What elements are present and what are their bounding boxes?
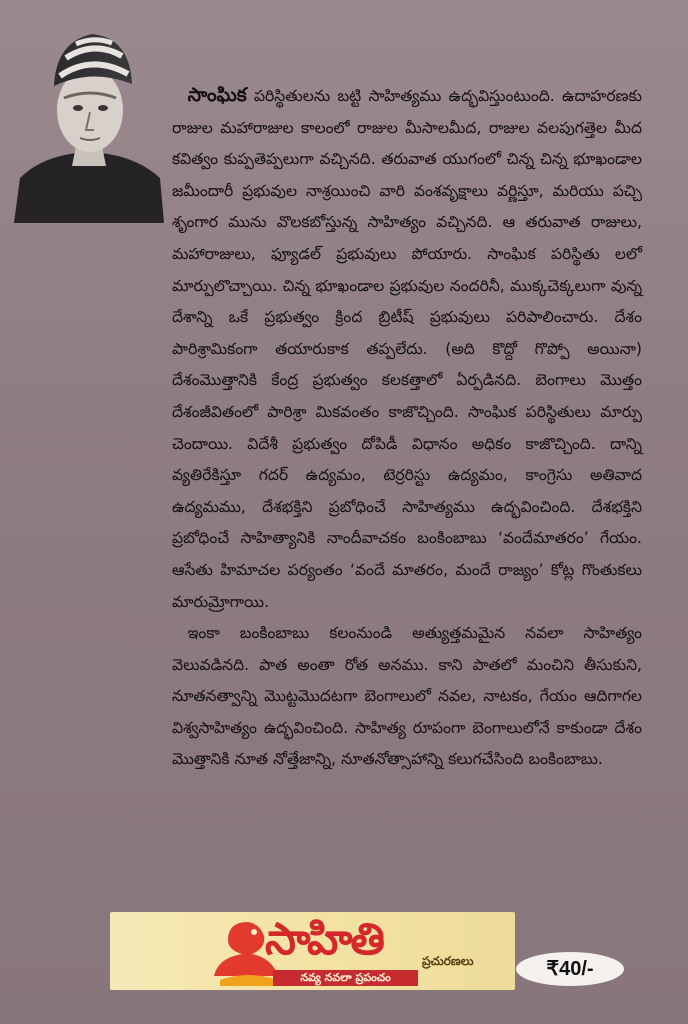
author-portrait — [14, 28, 164, 223]
paragraph-2-text: ఇంకా బంకింబాబు కలంనుండి అత్యుత్తమమైన నవలా సాహిత్యం వెలువడినది. పాత అంతా రోత అనము. కాని పాతలో మంచిని తీసుకుని, నూతనత్వాన్ని మొట్టమొదటగా బెంగాలులో నవల, నాటకం, గేయం ఆదిగాగల విశ్వసాహిత్యం ఉద్భవించింది. సాహిత్య రూపంగా బెంగాలులోనే కాకుండా దేశం మొత్తానికి నూత నోత్తేజాన్ని, నూతనోత్సాహాన్ని కలుగచేసింది బంకింబాబు. — [172, 624, 642, 769]
paragraph-2 — [172, 618, 642, 776]
paragraph-1-text: పరిస్థితులను బట్టి సాహిత్యము ఉద్భవిస్తుంటుంది. ఉదాహరణకు రాజుల మహారాజుల కాలంలో రాజుల మీసాలమీద, రాజుల వలపుగత్తెల మీద కవిత్వం కుప్పతెప్పలుగా వచ్చినది. తరువాత యుగంలో చిన్న చిన్న భూఖండాల జమీందారీ ప్రభువుల నాశ్రయించి వారి వంశవృక్షాలు వర్ణిస్తూ, మరియు పచ్చి శృంగార మును వొలకబోస్తున్న సాహిత్యం వచ్చినది. ఆ తరువాత రాజులు, మహారాజులు, ఫ్యూడల్ ప్రభువులు పోయారు. సాంఘిక పరిస్థితు లలో మార్పులొచ్చాయి. చిన్న భూఖండాల ప్రభువుల నందరినీ, ముక్కచెక్కలుగా వున్న దేశాన్ని ఒకే ప్రభుత్వం క్రింద బ్రిటీష్ ప్రభువులు పరిపాలించారు. దేశం పారిశ్రామికంగా తయారుకాక తప్పలేదు. (అది కొద్దో గొప్పో అయినా) దేశంమొత్తానికి కేంద్ర ప్రభుత్వం కలకత్తాలో ఏర్పడినది. బెంగాలు మొత్తం దేశంజీవితంలో పారిశ్రా మికవంతం కాజొచ్చింది. సాంఘిక పరిస్థితులు మార్పు చెందాయి. విదేశీ ప్రభుత్వం దోపిడీ విధానం అధికం కాజొచ్చింది. దాన్ని వ్యతిరేకిస్తూ గదర్ ఉద్యమం, టెర్రరిస్టు ఉద్యమం, కాంగ్రెసు అతివాద ఉద్యమము, దేశభక్తిని ప్రబోధించే సాహిత్యము ఉద్భవించింది. దేశభక్తిని ప్రబోధించే సాహిత్యానికి నాందీవాచకం బంకింబాబు ‘వందేమాతరం’ గేయం. ఆసేతు హిమాచల పర్యంతం ‘వందే మాతరం, మందే రాజ్యం’ కోట్ల గొంతుకలు మారుమ్రోగాయి. — [172, 87, 642, 611]
paragraph-1-lead: సాంఘిక — [187, 84, 247, 106]
price-badge: ₹40/- — [516, 952, 624, 986]
paragraph-1 — [172, 80, 642, 618]
publisher-subtitle: ప్రచురణలు — [422, 954, 474, 968]
publisher-banner — [110, 912, 515, 990]
publisher-tagline: నవ్య నవలా ప్రపంచం — [273, 970, 418, 986]
publisher-name: సాహితి — [265, 914, 383, 965]
blurb-text — [172, 80, 642, 776]
